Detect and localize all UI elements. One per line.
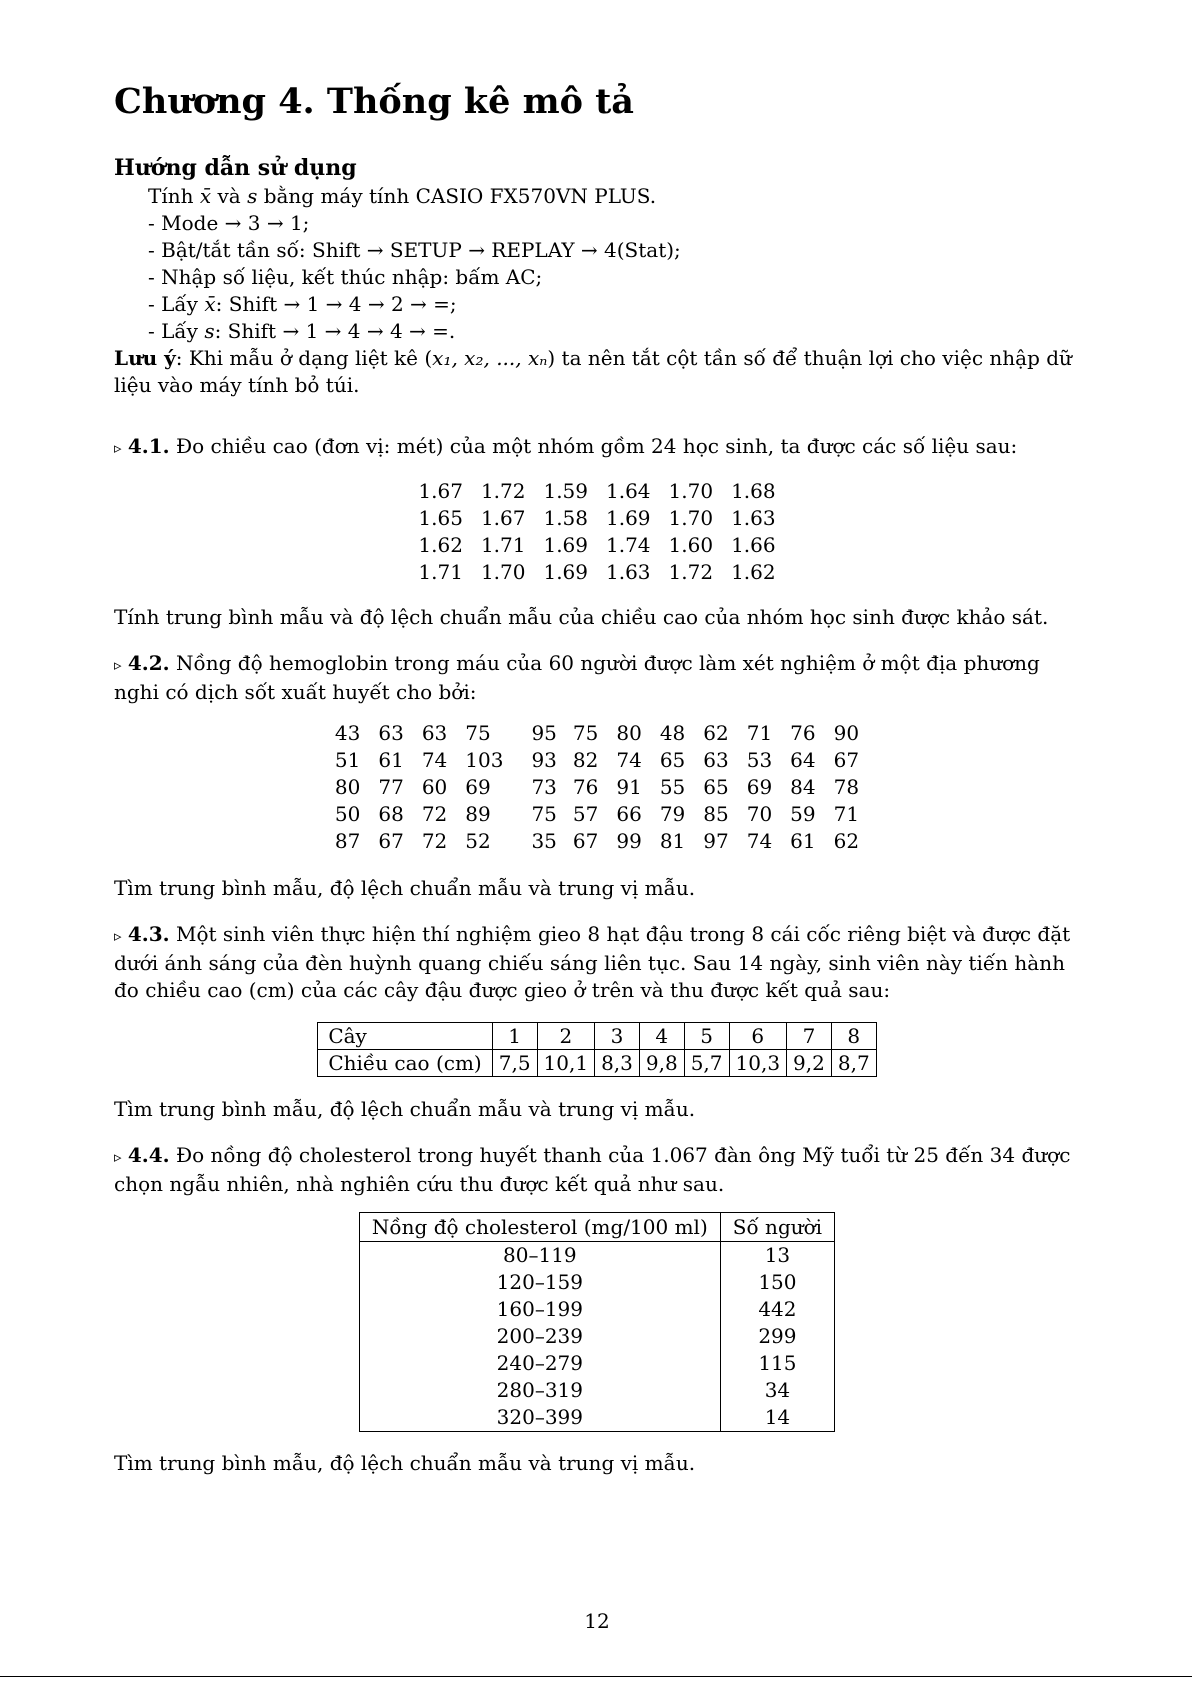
- table-cell: 68: [378, 802, 404, 826]
- table-row: [359, 1269, 834, 1296]
- table-cell: 5,7: [684, 1050, 729, 1077]
- table-cell: 80–119: [359, 1242, 720, 1270]
- chapter-title: Chương 4. Thống kê mô tả: [114, 81, 634, 122]
- table-cell: 61: [378, 748, 404, 772]
- table-cell: 70: [746, 802, 773, 826]
- guide-step-3: - Nhập số liệu, kết thúc nhập: bấm AC;: [148, 265, 543, 289]
- triangle-icon: ▹: [114, 927, 122, 945]
- exercise-4-4: [114, 1142, 1080, 1198]
- table-cell: 299: [720, 1323, 834, 1350]
- xbar-symbol: x̄: [199, 184, 212, 208]
- table-cell: 62: [833, 829, 860, 853]
- table-cell: 1.65: [418, 506, 463, 530]
- table-cell: 442: [720, 1296, 834, 1323]
- table-row: [359, 1350, 834, 1377]
- bottom-rule: [0, 1676, 1192, 1677]
- table-cell: 61: [790, 829, 816, 853]
- guide-note: Lưu ý: Khi mẫu ở dạng liệt kê (x₁, x₂, ..., xₙ) ta nên tắt cột tần số để thuận lợi cho việc nhập dữ liệu vào máy tính bỏ túi.: [114, 346, 1072, 397]
- exercise-4-3-question: Tìm trung bình mẫu, độ lệch chuẩn mẫu và trung vị mẫu.: [114, 1097, 696, 1121]
- table-cell: 73: [531, 775, 557, 799]
- table-cell: 80: [616, 721, 642, 745]
- table-cell: 65: [659, 748, 686, 772]
- table-cell: 3: [595, 1023, 640, 1050]
- table-cell: 77: [378, 775, 404, 799]
- table-cell: 1.59: [543, 479, 588, 503]
- table-cell: 1.66: [731, 533, 776, 557]
- table-cell: 75: [531, 802, 557, 826]
- table-cell: 1.67: [480, 506, 526, 530]
- table-cell: 35: [531, 829, 557, 853]
- table-cell: 1.60: [668, 533, 714, 557]
- table-cell: 1.69: [606, 506, 651, 530]
- table-cell: 89: [465, 802, 491, 826]
- table-cell: 69: [465, 775, 491, 799]
- table-cell: 1.72: [668, 560, 714, 584]
- table-cell: 9,8: [639, 1050, 684, 1077]
- table-cell: 4: [639, 1023, 684, 1050]
- table-cell: 120–159: [359, 1269, 720, 1296]
- table-cell: 69: [746, 775, 773, 799]
- guide-block: [114, 183, 1080, 399]
- table-cell: 150: [720, 1269, 834, 1296]
- table-cell: 91: [616, 775, 642, 799]
- table-cell: 320–399: [359, 1404, 720, 1432]
- table-cell: 6: [729, 1023, 787, 1050]
- table-cell: 10,3: [729, 1050, 787, 1077]
- guide-step-2: - Bật/tắt tần số: Shift → SETUP → REPLAY → 4(Stat);: [148, 238, 681, 262]
- table-cell: 5: [684, 1023, 729, 1050]
- table-row: [359, 1404, 834, 1432]
- table-cell: 1.70: [668, 506, 714, 530]
- table-cell: 63: [703, 748, 729, 772]
- table-cell: 74: [421, 748, 448, 772]
- row-label: Chiều cao (cm): [318, 1050, 492, 1077]
- exercise-4-1-question: Tính trung bình mẫu và độ lệch chuẩn mẫu của chiều cao của nhóm học sinh được khảo sát.: [114, 605, 1049, 629]
- exercise-4-2-statement: ▹ 4.2. Nồng độ hemoglobin trong máu của 60 người được làm xét nghiệm ở một địa phương nghi có dịch sốt xuất huyết cho bởi:: [114, 651, 1040, 704]
- table-row: [335, 801, 859, 828]
- table-cell: 9,2: [787, 1050, 832, 1077]
- table-cell: 1.71: [480, 533, 526, 557]
- table-cell: 14: [720, 1404, 834, 1432]
- table-cell: 71: [833, 802, 860, 826]
- table-cell: 76: [790, 721, 816, 745]
- exercise-4-2-data: [114, 720, 1080, 855]
- table-cell: 280–319: [359, 1377, 720, 1404]
- table-cell: 55: [659, 775, 686, 799]
- table-cell: 103: [465, 748, 504, 772]
- table-cell: 7,5: [492, 1050, 537, 1077]
- table-cell: 1.64: [606, 479, 651, 503]
- table-row: [418, 559, 775, 586]
- table-row: [318, 1050, 876, 1077]
- cholesterol-header: Nồng độ cholesterol (mg/100 ml): [359, 1213, 720, 1242]
- table-cell: 51: [334, 748, 361, 772]
- table-cell: 1.70: [480, 560, 526, 584]
- table-row: [335, 828, 859, 855]
- table-cell: 63: [378, 721, 404, 745]
- table-cell: 1.68: [731, 479, 776, 503]
- table-cell: 1.63: [606, 560, 651, 584]
- table-cell: 66: [616, 802, 642, 826]
- cholesterol-table: [359, 1212, 835, 1432]
- guide-intro: Tính x̄ và s bằng máy tính CASIO FX570VN PLUS.: [148, 184, 657, 208]
- triangle-icon: ▹: [114, 439, 122, 457]
- exercise-4-3-statement: ▹ 4.3. Một sinh viên thực hiện thí nghiệm gieo 8 hạt đậu trong 8 cái cốc riêng biệt và được đặt dưới ánh sáng của đèn huỳnh quang chiếu sáng liên tục. Sau 14 ngày, sinh viên này tiến hành đo chiều cao (cm) của các cây đậu được gieo ở trên và thu được kết quả sau:: [114, 922, 1071, 1002]
- table-cell: 80: [334, 775, 361, 799]
- table-cell: 8: [831, 1023, 876, 1050]
- table-row: [418, 505, 775, 532]
- table-cell: 74: [746, 829, 773, 853]
- table-cell: 81: [659, 829, 686, 853]
- table-cell: 53: [746, 748, 773, 772]
- table-cell: 1.58: [543, 506, 588, 530]
- table-cell: 43: [334, 721, 361, 745]
- table-cell: 71: [746, 721, 773, 745]
- table-cell: 1.69: [543, 533, 588, 557]
- table-cell: 90: [833, 721, 860, 745]
- table-cell: 65: [703, 775, 729, 799]
- height-data-table: [418, 478, 775, 586]
- exercise-4-4-statement: ▹ 4.4. Đo nồng độ cholesterol trong huyết thanh của 1.067 đàn ông Mỹ tuổi từ 25 đến 34 được chọn ngẫu nhiên, nhà nghiên cứu thu được kết quả như sau.: [114, 1143, 1071, 1196]
- row-label: Cây: [318, 1023, 492, 1050]
- table-cell: 95: [531, 721, 557, 745]
- table-cell: 1.74: [606, 533, 651, 557]
- table-cell: 1.72: [480, 479, 526, 503]
- table-cell: 7: [787, 1023, 832, 1050]
- s-symbol: s: [247, 184, 258, 208]
- exercise-4-4-data: [114, 1212, 1080, 1432]
- table-cell: 93: [531, 748, 557, 772]
- table-cell: 67: [833, 748, 860, 772]
- table-cell: 1: [492, 1023, 537, 1050]
- table-row: [418, 532, 775, 559]
- table-row: [335, 774, 859, 801]
- guide-heading: Hướng dẫn sử dụng: [114, 155, 357, 181]
- triangle-icon: ▹: [114, 656, 122, 674]
- table-cell: 8,3: [595, 1050, 640, 1077]
- exercise-4-3-data: [114, 1022, 1080, 1077]
- table-cell: 160–199: [359, 1296, 720, 1323]
- table-cell: 67: [572, 829, 599, 853]
- count-header: Số người: [720, 1213, 834, 1242]
- table-row: [335, 747, 859, 774]
- table-row: [359, 1377, 834, 1404]
- table-row: [359, 1242, 834, 1270]
- table-cell: 1.71: [418, 560, 463, 584]
- guide-step-4: - Lấy x̄: Shift → 1 → 4 → 2 → =;: [148, 292, 457, 316]
- table-cell: 200–239: [359, 1323, 720, 1350]
- table-cell: 1.67: [418, 479, 463, 503]
- table-cell: 8,7: [831, 1050, 876, 1077]
- table-cell: 97: [703, 829, 729, 853]
- table-cell: 72: [421, 829, 448, 853]
- table-cell: 48: [659, 721, 686, 745]
- table-cell: 72: [421, 802, 448, 826]
- table-cell: 240–279: [359, 1350, 720, 1377]
- table-cell: 99: [616, 829, 642, 853]
- table-cell: 1.62: [418, 533, 463, 557]
- table-cell: 76: [572, 775, 599, 799]
- table-cell: 1.69: [543, 560, 588, 584]
- exercise-4-3: [114, 921, 1080, 1004]
- table-row: [359, 1296, 834, 1323]
- hemoglobin-data-table: [335, 720, 859, 855]
- table-cell: 62: [703, 721, 729, 745]
- triangle-icon: ▹: [114, 1148, 122, 1166]
- table-cell: 82: [572, 748, 599, 772]
- table-cell: 60: [421, 775, 448, 799]
- exercise-4-4-question: Tìm trung bình mẫu, độ lệch chuẩn mẫu và trung vị mẫu.: [114, 1451, 696, 1475]
- table-cell: 10,1: [537, 1050, 595, 1077]
- table-cell: 87: [334, 829, 361, 853]
- page-number: 12: [584, 1609, 610, 1633]
- table-row: [318, 1023, 876, 1050]
- table-cell: 13: [720, 1242, 834, 1270]
- exercise-4-2: [114, 650, 1080, 706]
- table-cell: 52: [465, 829, 491, 853]
- table-row: [418, 478, 775, 505]
- exercise-4-1-data: [114, 478, 1080, 586]
- table-cell: 74: [616, 748, 642, 772]
- table-cell: 75: [572, 721, 599, 745]
- table-cell: 63: [421, 721, 448, 745]
- table-cell: 78: [833, 775, 860, 799]
- table-cell: 59: [790, 802, 816, 826]
- table-cell: 75: [465, 721, 491, 745]
- table-row: [335, 720, 859, 747]
- table-cell: 57: [572, 802, 599, 826]
- table-cell: 1.63: [731, 506, 776, 530]
- exercise-4-1: [114, 433, 1080, 462]
- plant-height-table: [317, 1022, 876, 1077]
- table-cell: 85: [703, 802, 729, 826]
- guide-step-5: - Lấy s: Shift → 1 → 4 → 4 → =.: [148, 319, 456, 343]
- table-row: [359, 1323, 834, 1350]
- table-cell: 84: [790, 775, 816, 799]
- table-cell: 64: [790, 748, 816, 772]
- exercise-4-1-statement: ▹ 4.1. Đo chiều cao (đơn vị: mét) của một nhóm gồm 24 học sinh, ta được các số liệu sau:: [114, 434, 1018, 458]
- table-cell: 50: [334, 802, 361, 826]
- table-cell: 34: [720, 1377, 834, 1404]
- table-cell: 1.70: [668, 479, 714, 503]
- table-cell: 1.62: [731, 560, 776, 584]
- table-cell: 115: [720, 1350, 834, 1377]
- table-cell: 79: [659, 802, 686, 826]
- exercise-4-2-question: Tìm trung bình mẫu, độ lệch chuẩn mẫu và trung vị mẫu.: [114, 876, 696, 900]
- table-cell: 2: [537, 1023, 595, 1050]
- table-cell: 67: [378, 829, 404, 853]
- guide-step-1: - Mode → 3 → 1;: [148, 211, 310, 235]
